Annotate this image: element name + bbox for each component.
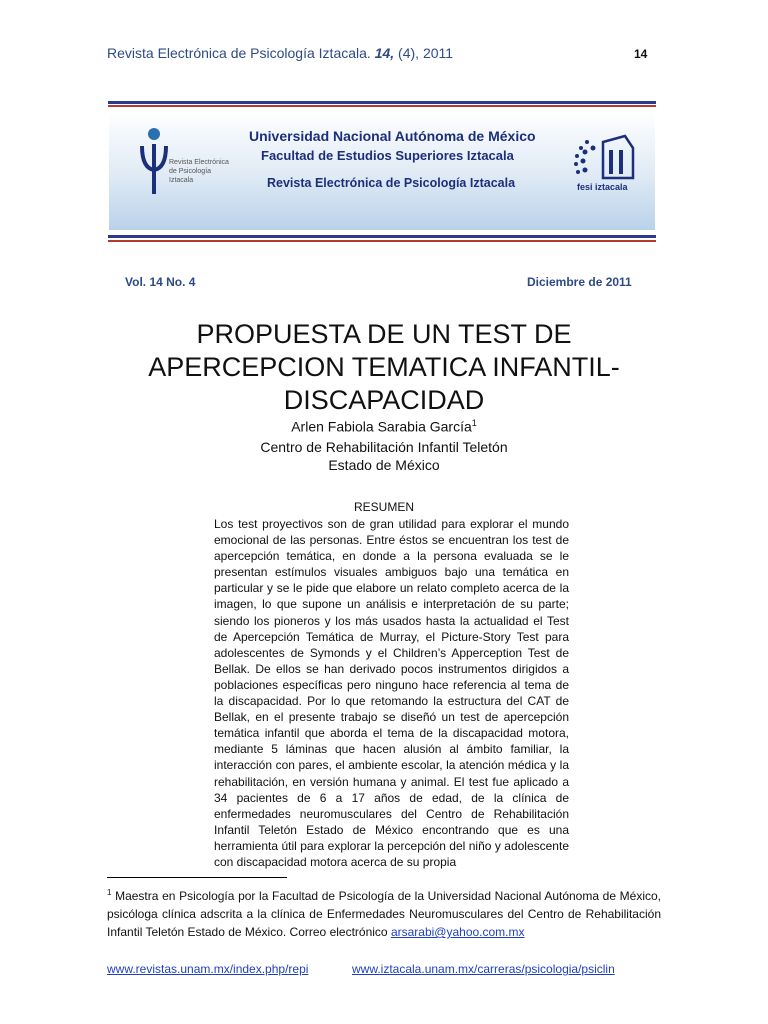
journal-issue-year: (4), 2011 <box>394 45 454 61</box>
footnote-rule <box>107 877 287 878</box>
footnote-mark: 1 <box>107 888 112 897</box>
top-rule-blue <box>108 101 656 104</box>
journal-citation <box>107 45 453 61</box>
top-rule-red <box>108 105 656 107</box>
author-footnote-mark: 1 <box>471 418 477 428</box>
article-title: PROPUESTA DE UN TEST DE APERCEPCION TEMATICA INFANTIL-DISCAPACIDAD <box>148 319 620 415</box>
footer-link-psiclin[interactable]: www.iztacala.unam.mx/carreras/psicologia/psiclin <box>352 962 615 976</box>
abstract-heading: RESUMEN <box>353 500 414 514</box>
footer-link-repi[interactable]: www.revistas.unam.mx/index.php/repi <box>107 962 309 976</box>
journal-name: Revista Electrónica de Psicología Iztacala. <box>107 45 375 61</box>
psi-logo-icon <box>139 126 169 196</box>
logo-small-text: Revista Electrónica de Psicología Iztacala <box>169 159 229 184</box>
fesi-label: fesi iztacala <box>577 182 628 192</box>
abstract-text: Los test proyectivos son de gran utilidad para explorar el mundo emocional de las personas. Entre éstos se encuentran los test de apercepción temática, en donde a la persona evaluada se le presentan estímulos visuales ambiguos bajo una temática en particular y se le pide que elabore un relato completo acerca de la imagen, lo que supone un análisis e interpretación de su parte; siendo los pioneros y los más usados hasta la actualidad el Test de Apercepción Temática de Murray, el Picture-Story Test para adolescentes de Symonds y el Children’s Apperception Test de Bellak. De ellos se han derivado pocos instrumentos dirigidos a poblaciones específicas pero ninguno hace referencia al tema de la discapacidad. Por lo que retomando la estructura del CAT de Bellak, en el presente trabajo se diseñó un test de apercepción temática infantil que aborda el tema de la discapacidad motora, mediante 5 láminas que hacen alusión al ámbito familiar, la interacción con pares, el ambiente escolar, la atención médica y la rehabilitación, en versión humana y animal. El test fue aplicado a 34 pacientes de 6 a 17 años de edad, de la clínica de enfermedades neuromusculares del Centro de Rehabilitación Infantil Teletón Estado de México encontrando que es una herramienta útil para explorar la percepción del niño y adolescente con discapacidad motora acerca de su propia <box>214 517 569 869</box>
author-location: Estado de México <box>328 457 440 473</box>
author-name: Arlen Fabiola Sarabia García <box>291 418 472 435</box>
author-affiliation: Centro de Rehabilitación Infantil Teletón <box>260 439 508 455</box>
article-author <box>100 418 668 435</box>
journal-volume: 14, <box>374 45 395 61</box>
footnote-text: Maestra en Psicología por la Facultad de Psicología de la Universidad Nacional Autónoma de México, psicóloga clínica adscrita a la clínica de Enfermedades Neuromusculares del Centro de Rehabilitación Infantil Teletón Estado de México. Correo electrónico <box>107 889 661 939</box>
banner-journal: Revista Electrónica de Psicología Iztacala <box>267 176 516 190</box>
journal-banner <box>109 110 655 230</box>
issue-volume: Vol. 14 No. 4 <box>125 275 196 289</box>
footnote <box>107 884 661 941</box>
bottom-rule-blue <box>108 235 656 238</box>
footnote-email-link[interactable]: arsarabi@yahoo.com.mx <box>390 925 525 939</box>
banner-faculty: Facultad de Estudios Superiores Iztacala <box>261 148 514 163</box>
bottom-rule-red <box>108 240 656 242</box>
page-number: 14 <box>634 47 648 61</box>
issue-date: Diciembre de 2011 <box>527 275 632 289</box>
banner-university: Universidad Nacional Autónoma de México <box>249 128 536 144</box>
